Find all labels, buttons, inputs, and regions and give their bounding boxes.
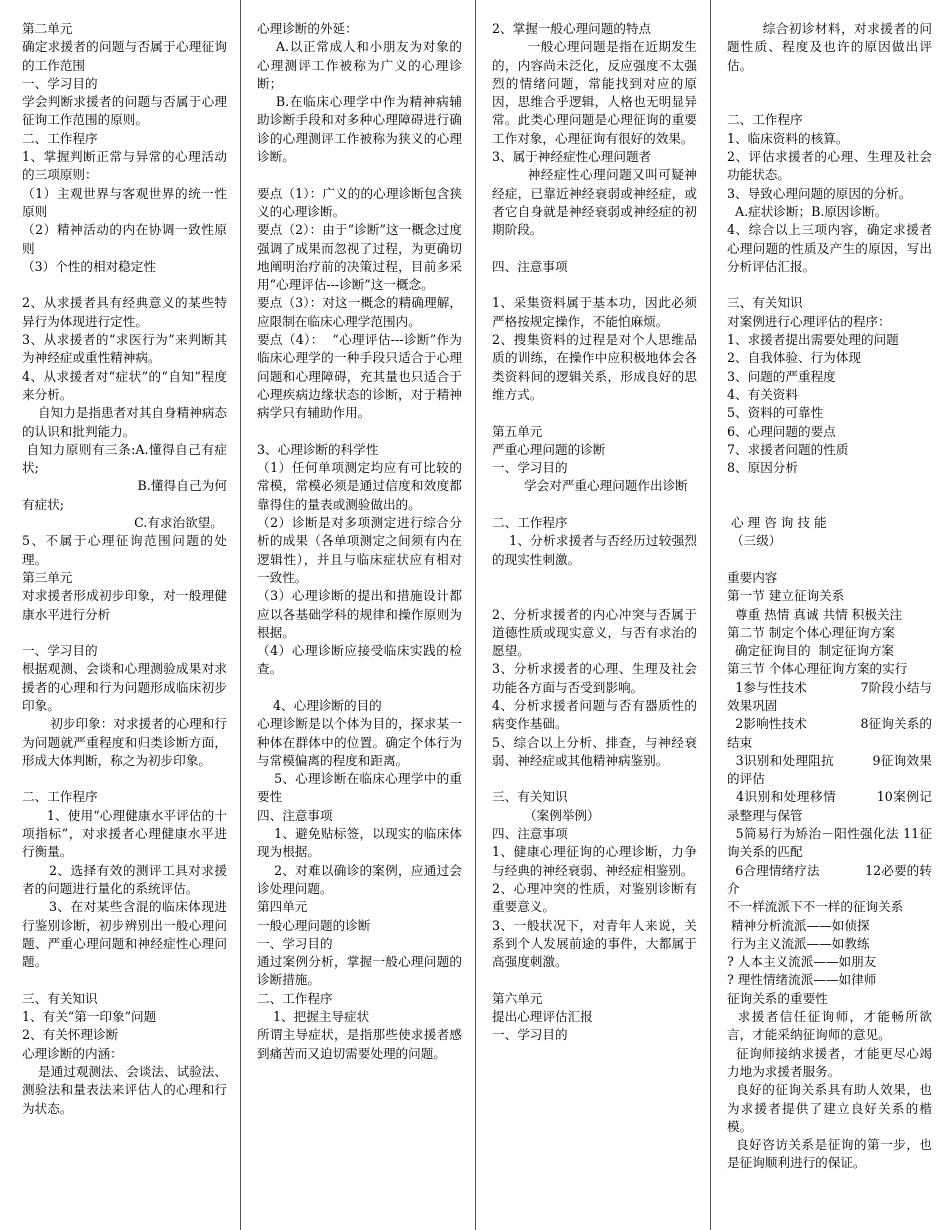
text-line: 通过案例分析，掌握一般心理问题的诊断措施。 (257, 954, 462, 988)
text-line: （三级） (727, 533, 782, 549)
column-divider (240, 0, 241, 1230)
text-line: 3、心理诊断的科学性 (257, 441, 379, 457)
text-line: 1、采集资料属于基本功，因此必须严格按规定操作，不能怕麻烦。 (492, 295, 697, 329)
text-line: 2、分析求援者的内心冲突与否属于道德性质或现实意义，与否有求治的愿望。 (492, 606, 697, 659)
text-line: 1、分析求援者与否经历过较强烈的现实性刺激。 (492, 533, 698, 567)
text-line: 征询师接纳求援者，才能更尽心竭力地为求援者服务。 (727, 1045, 933, 1079)
column-divider (475, 0, 476, 1230)
text-line: 三、有关知识 (727, 295, 803, 311)
text-line: B.懂得自己为何有症状; (22, 478, 227, 512)
text-line: （2）精神活动的内在协调一致性原则 (22, 222, 227, 256)
text-line: 第六单元 (492, 990, 543, 1006)
text-line: 要点（4）： “心理评估---诊断”作为临床心理学的一种手段只适合于心理问题和心理障碍，充其量也只适合于心理疾病边缘状态的诊断，对于精神病学只有辅助作用。 (257, 332, 462, 421)
text-line: 2、对难以确诊的案例，应通过会诊处理问题。 (257, 862, 463, 896)
text-line (492, 569, 697, 587)
text-line (22, 276, 227, 294)
text-line: 一、学习目的 (257, 935, 333, 951)
text-line: 求援者信任征询师，才能畅所欲言，才能采纳征询师的意见。 (727, 1009, 932, 1043)
text-line: 二、工作程序 (492, 515, 568, 531)
text-line: 6合理情绪疗法 12必要的转介 (727, 862, 932, 896)
text-line: 心理诊断的内涵： (22, 1045, 123, 1061)
text-line: 第三节 个体心理征询方案的实行 (727, 661, 908, 677)
text-line: 一、学习目的 (492, 460, 568, 476)
text-line (727, 75, 932, 93)
text-line (22, 971, 227, 989)
text-line: 一般心理问题是指在近期发生的，内容尚未泛化，反应强度不太强烈的情绪问题，常能找到对应的原因，思维合乎逻辑，人格也无明显异常。此类心理问题是心理征询的重要工作对象，心理征询有很好的效果。 (492, 39, 698, 146)
text-line (492, 496, 697, 514)
text-line: 学会判断求援者的问题与否属于心理征询工作范围的原则。 (22, 94, 227, 128)
text-line: 2、搜集资料的过程是对个人思维品质的训练，在操作中应积极地体会各类资料间的逻辑关系，形成良好的思维方式。 (492, 332, 697, 402)
text-line: 心理诊断的外延： (257, 21, 358, 36)
text-line: 第二节 制定个体心理征询方案 (727, 624, 895, 640)
text-line: 提出心理评估汇报 (492, 1009, 593, 1025)
text-line: 2、自我体验、行为体现 (727, 350, 861, 366)
text-line: 不一样流派下不一样的征询关系 (727, 899, 904, 915)
text-line: 5、资料的可靠性 (727, 405, 824, 421)
text-line: （1）主观世界与客观世界的统一性原则 (22, 185, 227, 219)
text-line (492, 276, 697, 294)
text-line: 行为主义流派——如教练 (727, 935, 870, 951)
text-line: ? 理性情绪流派——如律师 (727, 972, 877, 988)
text-line: 一般心理问题的诊断 (257, 917, 371, 933)
text-line: 2、评估求援者的心理、生理及社会功能状态。 (727, 149, 932, 183)
text-line: （1）任何单项测定均应有可比较的常模，常模必须是通过信度和效度都靠得住的量表或测验做出的。 (257, 460, 462, 512)
text-line (492, 971, 697, 989)
text-line: 4、从求援者对“症状”的“自知”程度来分析。 (22, 368, 227, 402)
text-line: 4、心理诊断的目的 (257, 697, 382, 713)
text-line: 1、临床资料的核算。 (727, 130, 849, 146)
text-line: 1、避免贴标签，以现实的临床体现为根据。 (257, 826, 463, 860)
text-line: 1、把握主导症状 (257, 1009, 370, 1025)
text-line: （3）个性的相对稳定性 (22, 258, 156, 274)
text-line: 第五单元 (492, 423, 543, 439)
text-line: 1、健康心理征询的心理诊断，力争与经典的神经衰弱、神经症相鉴别。 (492, 844, 697, 878)
column-2 (257, 20, 462, 1063)
column-1 (22, 20, 227, 1118)
text-line (22, 624, 227, 642)
text-line: 1、使用“心理健康水平评估的十项指标”，对求援者心理健康水平进行衡量。 (22, 807, 227, 860)
text-line: 四、注意事项 (492, 258, 568, 274)
text-line: 5简易行为矫治－阳性强化法 11征询关系的匹配 (727, 826, 932, 860)
text-line: 1、掌握判断正常与异常的心理活动的三项原则： (22, 149, 227, 183)
text-line: 2、选择有效的测评工具对求援者的问题进行量化的系统评估。 (22, 862, 227, 896)
text-line: 5、心理诊断在临床心理学中的重要性 (257, 771, 463, 805)
text-line: 四、注意事项 (492, 826, 568, 842)
text-line: 2、掌握一般心理问题的特点 (492, 21, 652, 36)
text-line (727, 551, 932, 569)
text-line: （案例举例） (492, 807, 600, 823)
text-line: 2影响性技术 8征询关系的结束 (727, 716, 932, 750)
text-line: 对案例进行心理评估的程序： (727, 313, 891, 329)
text-line: 4、综合以上三项内容，确定求援者心理问题的性质及产生的原因，写出分析评估汇报。 (727, 222, 932, 274)
text-line: 根据观测、会谈和心理测验成果对求援者的心理和行为问题形成临床初步印象。 (22, 661, 227, 713)
text-line (492, 770, 697, 788)
text-line: 2、心理冲突的性质，对鉴别诊断有重要意义。 (492, 880, 697, 915)
text-line: 3、一般状况下，对青年人来说，关系到个人发展前途的事件，大都属于高强度刺激。 (492, 917, 697, 970)
text-line (492, 240, 697, 258)
text-line (257, 423, 462, 441)
text-line: 对求援者形成初步印象，对一般理健康水平进行分析 (22, 588, 227, 622)
text-line: 5、不属于心理征询范围问题的处理。 (22, 533, 227, 567)
text-line: 1、有关“第一印象”问题 (22, 1009, 157, 1025)
text-line: 3、从求援者的“求医行为”来判断其为神经症或重性精神病。 (22, 332, 227, 366)
text-line: 2、有关怀理诊断 (22, 1027, 119, 1043)
text-line: B.在临床心理学中作为精神病辅助诊断手段和对多种心理障碍进行确诊的心理测评工作被称为狭义的心理诊断。 (257, 94, 462, 165)
text-line: 3、问题的严重程度 (727, 368, 836, 384)
text-line: 征询关系的重要性 (727, 990, 828, 1006)
text-line: 要点（2）：由于“诊断”这一概念过度强调了成果而忽视了过程，为更确切地阐明治疗前的决策过程，目前多采用“心理评估---诊断”这一概念。 (257, 222, 462, 293)
text-line: （4）心理诊断应接受临床实践的检查。 (257, 643, 462, 677)
text-line (727, 496, 932, 514)
text-line: 学会对严重心理问题作出诊断 (492, 478, 688, 494)
text-line: 第一节 建立征询关系 (727, 588, 845, 604)
text-line: A.症状诊断；B.原因诊断。 (727, 203, 888, 219)
text-line: 三、有关知识 (492, 789, 568, 805)
text-line: 一、学习目的 (22, 643, 98, 659)
text-line: 神经症性心理问题又叫可疑神经症，已靠近神经衰弱或神经症，或者它自身就是神经衰弱或神经症的初期阶段。 (492, 167, 698, 238)
text-line: （3）心理诊断的提出和措施设计都应以各基础学科的规律和操作原则为根据。 (257, 588, 462, 640)
text-line: 良好的征询关系具有助人效果，也为求援者提供了建立良好关系的楷模。 (727, 1082, 933, 1134)
text-line: 4识别和处理移情 10案例记录整理与保管 (727, 789, 932, 823)
text-line: 精神分析流派——如侦探 (727, 917, 870, 933)
text-line: 要点（3）：对这一概念的精确理解，应限制在临床心理学范围内。 (257, 295, 462, 329)
text-line: 确定征询目的 制定征询方案 (727, 643, 895, 659)
text-line (492, 587, 697, 605)
text-line: 重要内容 (727, 569, 778, 585)
text-line: 自知力是指患者对其自身精神病态的认识和批判能力。 (22, 405, 227, 439)
text-line: 7、求援者问题的性质 (727, 441, 849, 457)
text-line: 初步印象：对求援者的心理和行为问题就严重程度和归类诊断方面，形成大体判断，称之为初步印象。 (22, 716, 228, 768)
text-line: 3、分析求援者的心理、生理及社会功能各方面与否受到影响。 (492, 661, 697, 695)
text-line: 二、工作程序 (727, 112, 803, 128)
text-line: 第三单元 (22, 569, 73, 585)
text-line: 二、工作程序 (22, 130, 98, 146)
text-line: C.有求治欲望。 (22, 515, 223, 531)
text-line: 是通过观测法、会谈法、试验法、测验法和量表法来评估人的心理和行为状态。 (22, 1063, 227, 1116)
text-line: A.以正常成人和小朋友为对象的心理测评工作被称为广义的心理诊断； (257, 39, 462, 91)
text-line: 一、学习目的 (492, 1027, 568, 1043)
text-line: 确定求援者的问题与否属于心理征询的工作范围 (22, 39, 227, 73)
text-line (257, 679, 462, 697)
text-line: 1参与性技术 7阶段小结与效果巩固 (727, 679, 932, 713)
text-line: 3、在对某些含混的临床体现进行鉴别诊断，初步辨别出一般心理问题、严重心理问题和神经症性心理问题。 (22, 899, 227, 970)
text-line (492, 404, 697, 422)
column-4 (727, 20, 932, 1173)
text-line (22, 770, 227, 788)
text-line: 3识别和处理阻抗 9征询效果的评估 (727, 752, 932, 787)
text-line: ? 人本主义流派——如朋友 (727, 954, 877, 970)
column-divider (710, 0, 711, 1230)
text-line: 5、综合以上分析、排查，与神经衰弱、神经症或其他精神病鉴别。 (492, 734, 697, 768)
text-line: 良好咨访关系是征询的第一步，也是征询顺利进行的保证。 (727, 1137, 933, 1171)
text-line: 3、导致心理问题的原因的分析。 (727, 185, 912, 201)
text-line: 要点（1）：广义的的心理诊断包含狭义的心理诊断。 (257, 185, 462, 219)
text-line: 4、有关资料 (727, 386, 798, 402)
text-line: 三、有关知识 (22, 990, 98, 1006)
text-line (727, 477, 932, 495)
text-line (727, 276, 932, 294)
text-line: 二、工作程序 (257, 990, 333, 1006)
text-line: 尊重 热情 真诚 共情 积极关注 (727, 606, 903, 622)
text-line: 二、工作程序 (22, 789, 98, 805)
text-line (727, 93, 932, 111)
text-line: 第四单元 (257, 899, 308, 915)
text-line: 4、分析求援者问题与否有器质性的病变作基础。 (492, 697, 697, 732)
text-line: 6、心理问题的要点 (727, 423, 836, 439)
text-line: 3、属于神经症性心理问题者 (492, 149, 652, 165)
text-line: 第二单元 (22, 21, 73, 36)
text-line: 所谓主导症状，是指那些使求援者感到痛苦而又迫切需要处理的问题。 (257, 1027, 462, 1061)
text-line: 心 理 咨 询 技 能 (727, 515, 827, 531)
column-3 (492, 20, 697, 1045)
text-line: 综合初诊材料，对求援者的问题性质、程度及也许的原因做出评估。 (727, 21, 933, 73)
text-line: 心理诊断是以个体为目的，探求某一种体在群体中的位置。确定个体行为与常模偏离的程度和距离。 (257, 716, 462, 768)
text-line: 一、学习目的 (22, 75, 98, 91)
text-line: 严重心理问题的诊断 (492, 441, 606, 457)
text-line: 自知力原则有三条:A.懂得自己有症状; (22, 441, 227, 476)
text-line: 2、从求援者具有经典意义的某些特异行为体现进行定性。 (22, 295, 227, 329)
text-line: 1、求援者提出需要处理的问题 (727, 332, 899, 348)
text-line (257, 166, 462, 184)
text-line: 四、注意事项 (257, 807, 333, 823)
text-line: 8、原因分析 (727, 460, 798, 476)
text-line: （2）诊断是对多项测定进行综合分析的成果（各单项测定之间须有内在逻辑性），并且与临床症状应有相对一致性。 (257, 515, 462, 585)
